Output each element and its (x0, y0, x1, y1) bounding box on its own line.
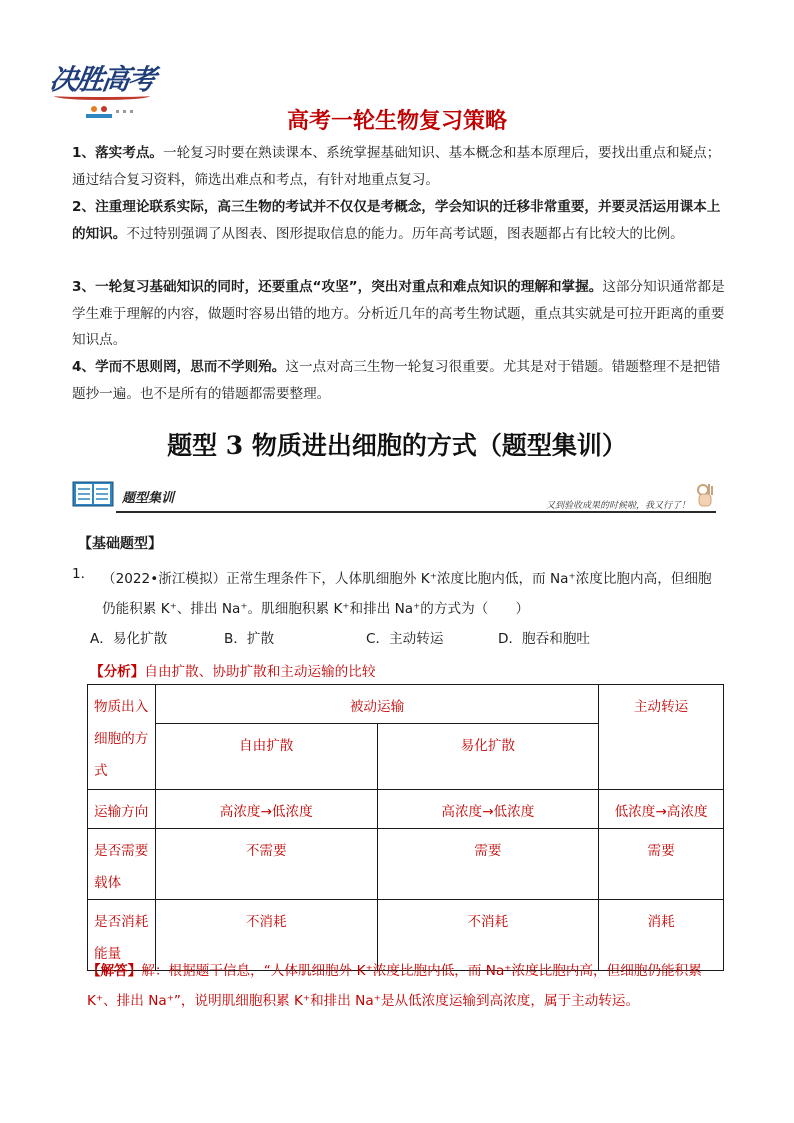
table-cell: 需要 (377, 829, 599, 900)
page-title: 高考一轮生物复习策略 (286, 109, 507, 134)
ok-hand-icon (694, 482, 716, 508)
question-number: 1. (72, 566, 85, 582)
strategy-paragraph-3 (72, 274, 727, 354)
exercise-banner (72, 478, 720, 514)
question-stem: （2022•浙江模拟）正常生理条件下，人体肌细胞外 K⁺浓度比胞内低，而 Na⁺浓度比胞内高，但细胞仍能积累 K⁺、排出 Na⁺。肌细胞积累 K⁺和排出 Na⁺的方式为（ ） (102, 571, 712, 617)
logo-swoosh (54, 92, 150, 100)
table-row-label: 是否消耗能量 (88, 900, 156, 971)
strategy-body: 这部分知识通常都是学生难于理解的内容，做题时容易出错的地方。分析近几年的高考生物试题，重点其实就是可拉开距离的重要知识点。 (72, 279, 725, 348)
answer-text: 解：根据题干信息，“人体肌细胞外 K⁺浓度比胞内低，而 Na⁺浓度比胞内高，但细胞仍能积累 K⁺、排出 Na⁺”，说明肌细胞积累 K⁺和排出 Na⁺是从低浓度运输到高浓度，属于主动转运。 (87, 963, 702, 1009)
table-cell: 不消耗 (155, 900, 377, 971)
banner-slogan: 又到验收成果的时候啦，我又行了！ (545, 501, 690, 511)
table-header-free: 自由扩散 (155, 724, 377, 790)
option-a[interactable]: A．易化扩散 (90, 631, 168, 647)
strategy-number: 3、 (72, 279, 96, 295)
strategy-lead: 注重理论联系实际，高三生物的考试并不仅仅是考概念，学会知识的迁移非常重要，并要灵活运用课本上的知识。 (72, 199, 721, 242)
table-row (88, 829, 724, 900)
table-header-active: 主动转运 (599, 685, 724, 790)
strategy-paragraph-2 (72, 194, 727, 247)
table-corner-cell: 物质出入细胞的方式 (88, 685, 156, 790)
option-b[interactable]: B．扩散 (224, 631, 275, 647)
strategy-number: 1、 (72, 145, 96, 161)
comparison-table (87, 684, 724, 971)
analysis-line (90, 660, 375, 680)
strategy-body: 不过特别强调了从图表、图形提取信息的能力。历年高考试题，图表题都占有比较大的比例。 (126, 225, 684, 242)
strategy-lead: 学而不思则罔，思而不学则殆。 (95, 359, 286, 375)
table-cell: 低浓度→高浓度 (599, 790, 724, 829)
analysis-tag: 【分析】 (90, 664, 145, 680)
banner-label: 题型集训 (122, 491, 175, 506)
table-row (88, 790, 724, 829)
table-cell: 高浓度→低浓度 (377, 790, 599, 829)
table-cell: 高浓度→低浓度 (155, 790, 377, 829)
strategy-number: 2、 (72, 199, 96, 215)
strategy-paragraph-4 (72, 354, 727, 407)
table-row (88, 685, 724, 724)
option-c[interactable]: C．主动转运 (366, 631, 444, 647)
logo-text: 决胜高考 (47, 63, 157, 96)
table-row-label: 是否需要载体 (88, 829, 156, 900)
strategy-lead: 落实考点。 (95, 145, 164, 161)
table-cell: 需要 (599, 829, 724, 900)
strategy-number: 4、 (72, 359, 96, 375)
table-cell: 消耗 (599, 900, 724, 971)
option-d[interactable]: D．胞吞和胞吐 (498, 631, 591, 647)
strategy-lead: 一轮复习基础知识的同时，还要重点“攻坚”，突出对重点和难点知识的理解和掌握。 (95, 279, 603, 295)
open-book-icon (72, 480, 114, 508)
strategy-paragraph-1 (72, 140, 727, 193)
section-title: 题型 3 物质进出细胞的方式（题型集训） (167, 431, 627, 460)
table-cell: 不消耗 (377, 900, 599, 971)
strategy-body: 这一点对高三生物一轮复习很重要。尤其是对于错题。错题整理不是把错题抄一遍。也不是所有的错题都需要整理。 (72, 359, 721, 402)
banner-divider (116, 511, 716, 513)
table-header-passive: 被动运输 (155, 685, 598, 724)
answer-explanation (87, 956, 727, 1016)
strategy-body: 一轮复习时要在熟读课本、系统掌握基础知识、基本概念和基本原理后，要找出重点和疑点；通过结合复习资料，筛选出难点和考点，有针对地重点复习。 (72, 145, 721, 188)
table-cell: 不需要 (155, 829, 377, 900)
subsection-heading: 【基础题型】 (78, 536, 162, 552)
answer-tag: 【解答】 (87, 963, 142, 979)
analysis-text: 自由扩散、协助扩散和主动运输的比较 (144, 664, 376, 680)
table-header-facilitated: 易化扩散 (377, 724, 599, 790)
table-row-label: 运输方向 (88, 790, 156, 829)
